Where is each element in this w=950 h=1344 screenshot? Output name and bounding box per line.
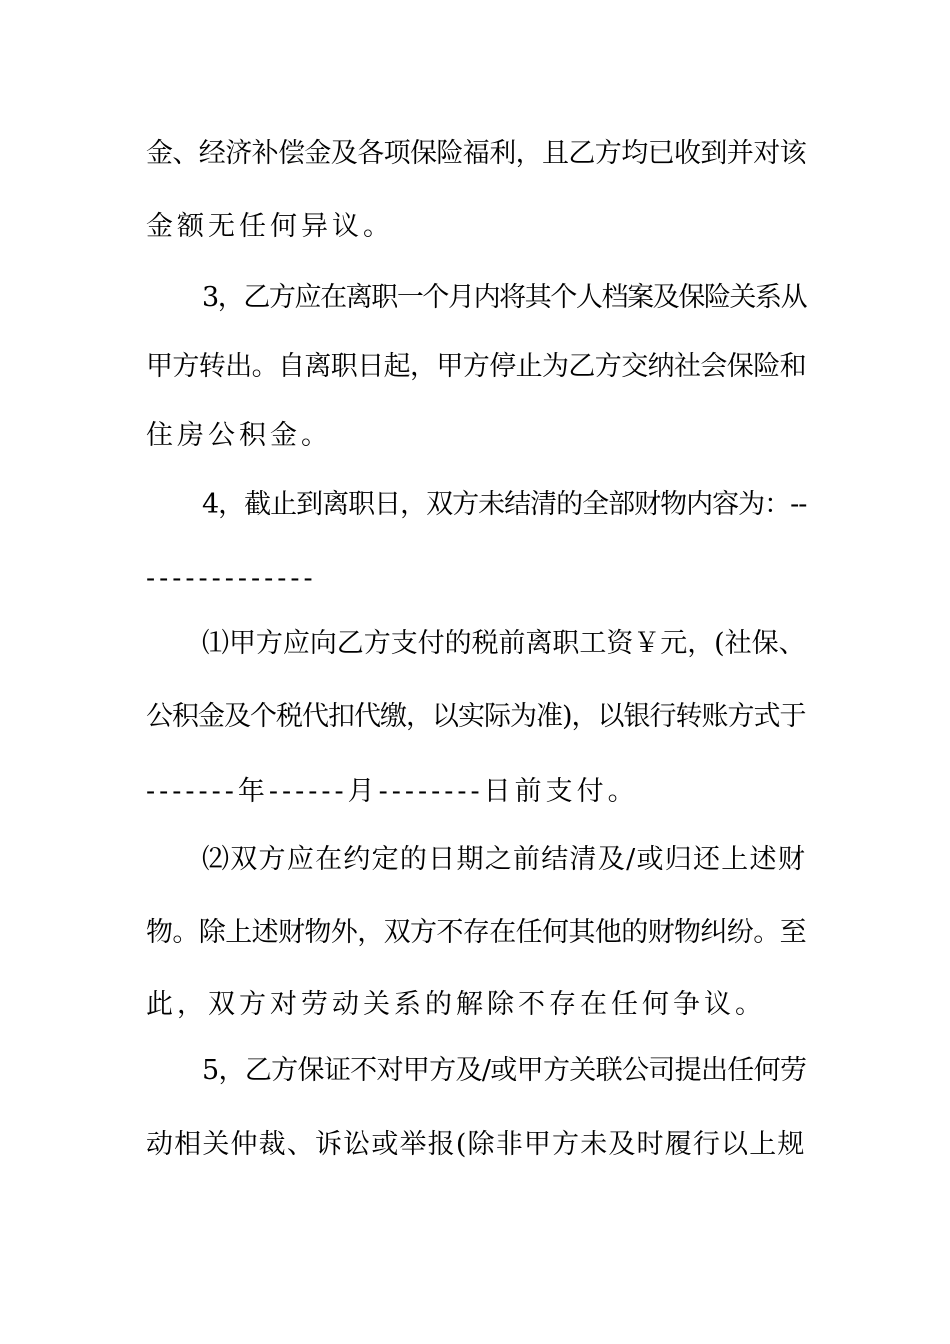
- text-line: 4，截止到离职日，双方未结清的全部财物内容为：--: [202, 489, 807, 520]
- text-line: ⑴甲方应向乙方支付的税前离职工资￥元，(社保、: [202, 628, 806, 659]
- text-line: 公积金及个税代扣代缴，以实际为准)，以银行转账方式于: [146, 701, 806, 732]
- text-line: 甲方转出。自离职日起，甲方停止为乙方交纳社会保险和: [146, 351, 806, 382]
- text-line: 动相关仲裁、诉讼或举报(除非甲方未及时履行以上规: [146, 1129, 806, 1160]
- text-line: 3，乙方应在离职一个月内将其个人档案及保险关系从: [202, 282, 807, 313]
- text-line: 此，双方对劳动关系的解除不存在任何争议。: [146, 989, 766, 1020]
- text-line: 住房公积金。: [146, 420, 332, 451]
- text-line: -------------: [146, 563, 317, 594]
- text-line: 金额无任何异议。: [146, 211, 394, 242]
- text-line: 物。除上述财物外，双方不存在任何其他的财物纠纷。至: [146, 917, 806, 948]
- text-line: -------年------月--------日前支付。: [146, 776, 639, 807]
- text-line: 金、经济补偿金及各项保险福利，且乙方均已收到并对该: [146, 138, 806, 169]
- text-line: ⑵双方应在约定的日期之前结清及/或归还上述财: [202, 844, 807, 875]
- text-line: 5，乙方保证不对甲方及/或甲方关联公司提出任何劳: [202, 1055, 807, 1086]
